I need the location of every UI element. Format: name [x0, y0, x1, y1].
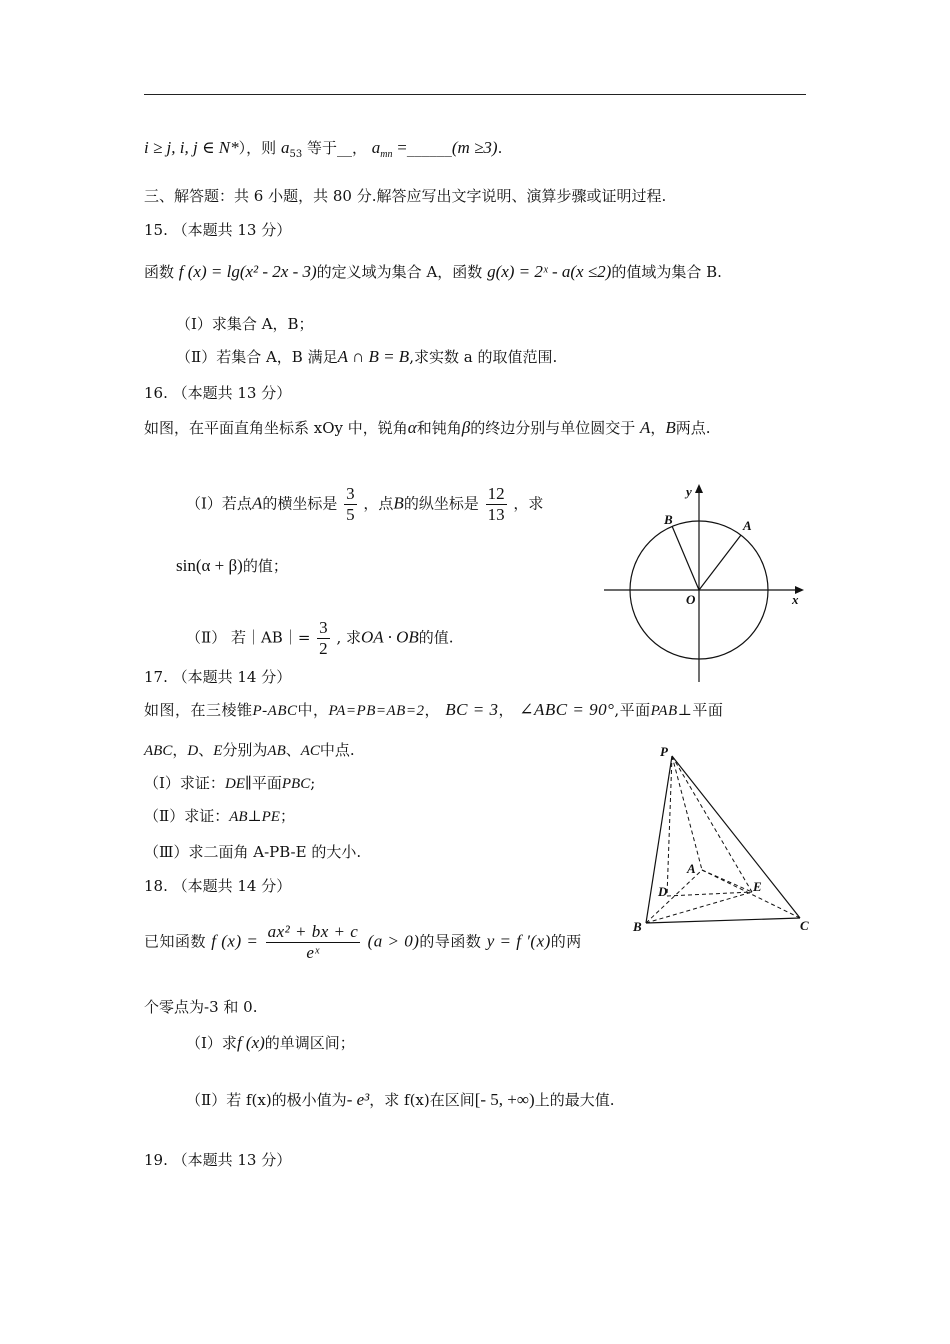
q17-part2: （Ⅱ）求证：AB⊥PE；: [144, 807, 295, 825]
point-e-label: E: [753, 879, 762, 894]
q18-part1: （Ⅰ）求f (x)的单调区间；: [186, 1033, 355, 1052]
q18-intro: 已知函数 f (x) = $\frac{\text{ax² + bx + c}}{\text{eˣ}}$ (a > 0)的导函数 y = f ′(x)的两: [144, 922, 582, 962]
unit-circle-figure: [600, 480, 810, 685]
section-title: 三、解答题：共 6 小题，共 80 分.解答应写出文字说明、演算步骤或证明过程.: [144, 187, 667, 205]
q15-header: 15. （本题共 13 分）: [144, 221, 292, 239]
q16-part2: （Ⅱ） 若｜AB｜= $\frac{3}{2}$ , 求OA · OB的值.: [186, 618, 454, 658]
q19-header: 19. （本题共 13 分）: [144, 1151, 292, 1169]
q16-header: 16. （本题共 13 分）: [144, 384, 292, 402]
vertex-b-label: B: [633, 919, 642, 934]
q17-header: 17. （本题共 14 分）: [144, 668, 292, 686]
q16-intro: 如图，在平面直角坐标系 xOy 中，锐角α和钝角β的终边分别与单位圆交于 A，B两点.: [144, 418, 711, 437]
vertex-a-label: A: [687, 861, 696, 876]
q16-part1: （Ⅰ）若点A的横坐标是 $\frac{3}{5}$ ，点B的纵坐标是 $\frac{12}{13}$ ，求: [186, 484, 544, 524]
q18-header: 18. （本题共 14 分）: [144, 877, 292, 895]
q17-intro-cont: ABC，D、E分别为AB、AC中点.: [144, 741, 355, 759]
q18-intro-cont: 个零点为-3 和 0.: [144, 998, 258, 1016]
q15-part1: （Ⅰ）求集合 A，B；: [176, 315, 314, 333]
q17-intro: 如图，在三棱锥P-ABC中，PA=PB=AB=2， BC = 3， ∠ABC = 90°,平面PAB⊥平面: [144, 700, 724, 719]
q18-part2: （Ⅱ）若 f(x)的极小值为- e³，求 f(x)在区间[- 5, +∞)上的最大值.: [186, 1090, 615, 1109]
vertex-p-label: P: [660, 744, 668, 759]
vertex-c-label: C: [800, 918, 809, 933]
y-axis-label: y: [686, 484, 692, 499]
header-rule: [144, 94, 806, 95]
q15-part2: （Ⅱ）若集合 A，B 满足A ∩ B = B,求实数 a 的取值范围.: [176, 347, 558, 366]
q15-intro: 函数 f (x) = lg(x² - 2x - 3)的定义域为集合 A，函数 g(x) = 2ˣ - a(x ≤2)的值域为集合 B.: [144, 262, 722, 281]
point-d-label: D: [658, 884, 668, 899]
q17-part1: （Ⅰ）求证：DE∥平面PBC;: [144, 774, 316, 792]
q16-part1-cont: sin(α + β)的值；: [176, 556, 288, 575]
prev-question-tail: i ≥ j, i, j ∈ N*），则 $a_{53}$ 等于__， $a_{mn}$ =______(m ≥3).: [144, 138, 503, 160]
x-axis-label: x: [792, 592, 799, 607]
origin-label: O: [686, 592, 696, 607]
point-b-label: B: [664, 512, 673, 527]
point-a-label: A: [743, 518, 752, 533]
q17-part3: （Ⅲ）求二面角 A-PB-E 的大小.: [144, 843, 362, 861]
pyramid-figure: [630, 740, 815, 940]
